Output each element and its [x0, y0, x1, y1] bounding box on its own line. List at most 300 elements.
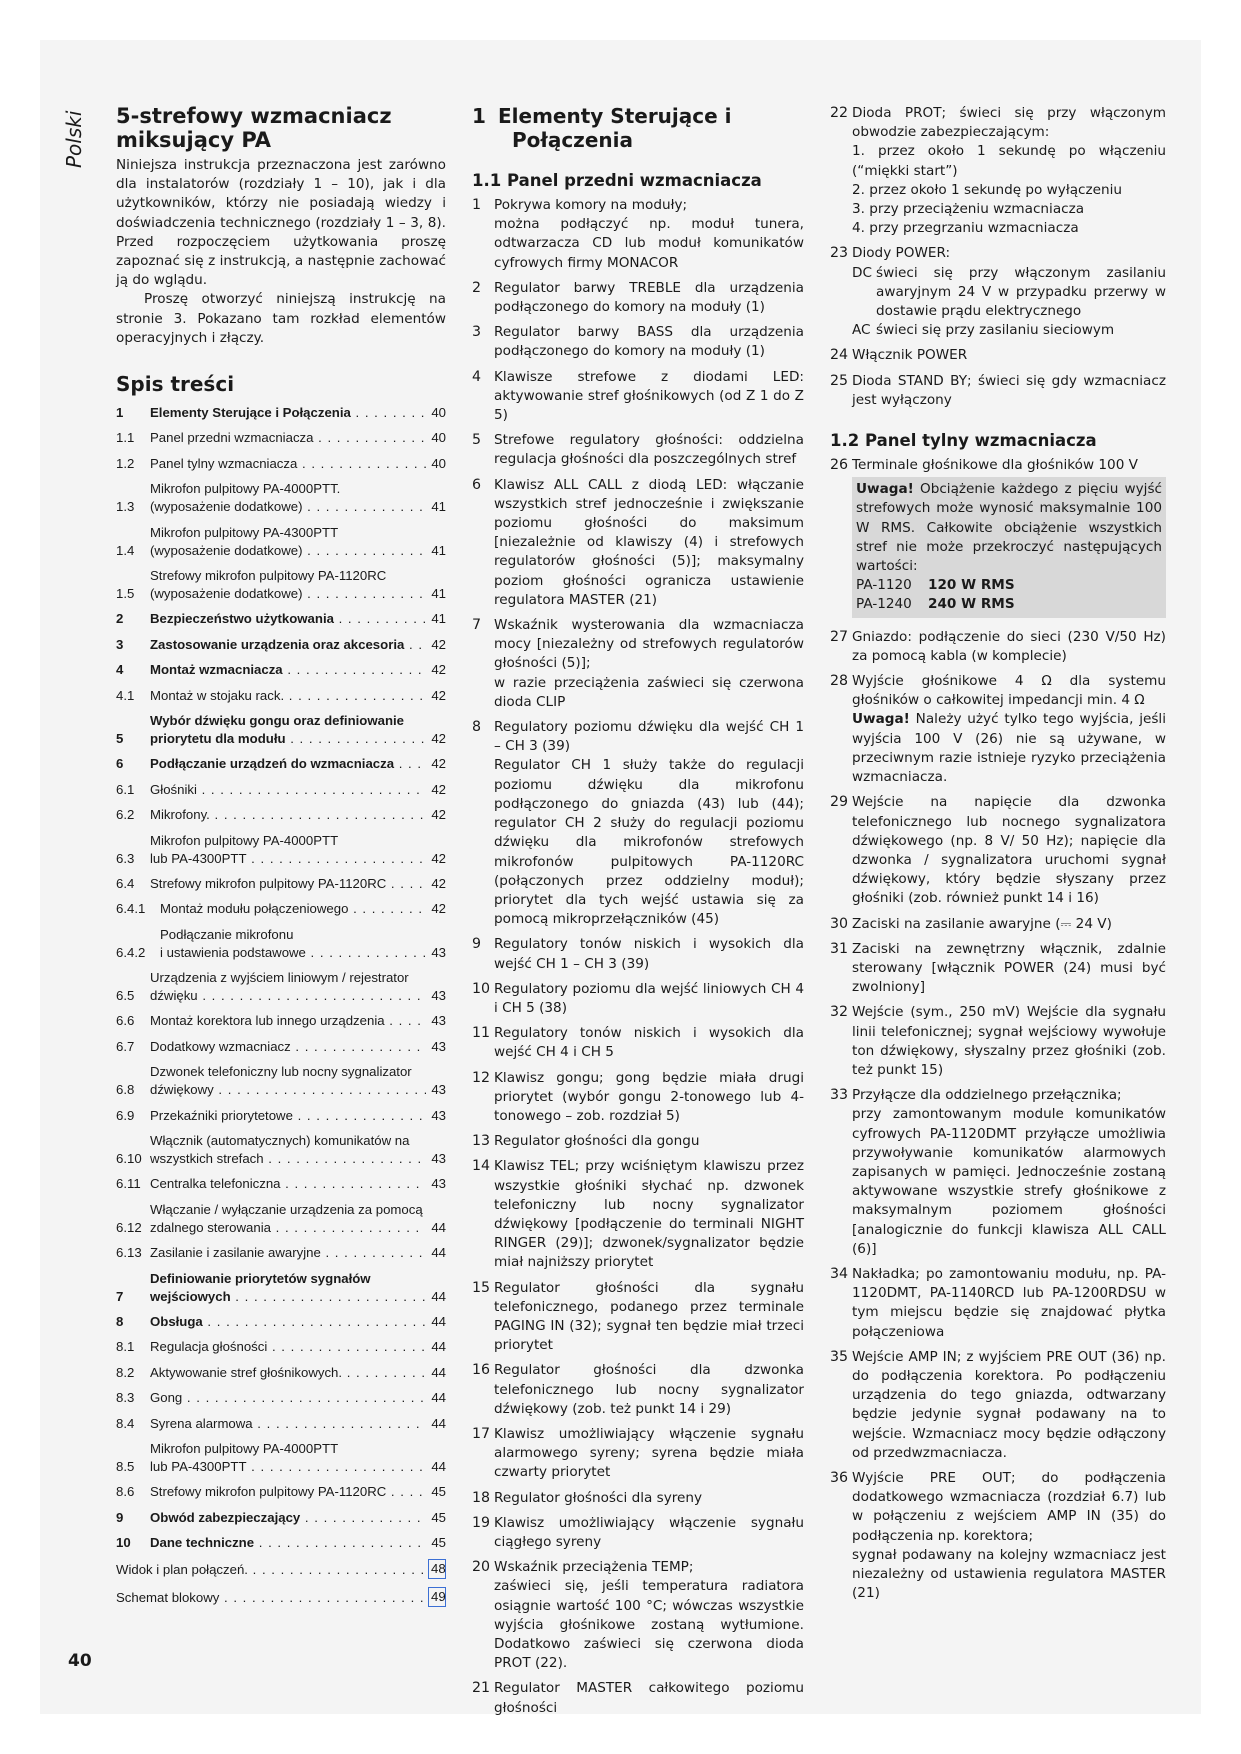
item-text [852, 244, 1166, 340]
toc-entry[interactable] [116, 480, 446, 516]
toc-entry-title [150, 781, 426, 799]
toc-entry-title-line: wszystkich strefach . . . [150, 1150, 426, 1168]
toc-entry-number: 1.4 [116, 542, 135, 558]
toc-entry[interactable] [116, 900, 446, 918]
toc-entry-title-line: Strefowy mikrofon pulpitowy PA-1120RC . . . [150, 1483, 426, 1501]
toc-entry[interactable] [116, 1483, 446, 1501]
list-item [472, 1069, 804, 1127]
toc-entry-title-line: Głośniki . . . [150, 781, 426, 799]
toc-entry-title-line: Przekaźniki priorytetowe . . . [150, 1107, 426, 1125]
model-power: 120 W RMS [928, 577, 1015, 594]
toc-entry[interactable] [116, 1338, 446, 1356]
item-number: 7 [472, 617, 482, 634]
toc-entry[interactable] [116, 875, 446, 893]
toc-entry-page: 44 [431, 1313, 446, 1329]
list-item [472, 1514, 804, 1552]
toc-entry[interactable] [116, 1175, 446, 1193]
list-item [472, 980, 804, 1018]
item-text: Regulator barwy BASS dla urządzenia podłączonego do komory na moduły (1) [494, 324, 804, 360]
toc-entry-page: 42 [431, 636, 446, 652]
list-item [830, 456, 1166, 475]
toc-entry[interactable] [116, 687, 446, 705]
table-of-contents [116, 404, 446, 1607]
toc-entry-page: 43 [431, 1151, 446, 1167]
item-text: Regulator głośności dla gongu [494, 1133, 700, 1150]
item-text: Terminale głośnikowe dla głośników 100 V [852, 457, 1138, 474]
item-text: Regulatory poziomu dźwięku dla wejść CH 1 – CH 3 (39) Regulator CH 1 służy także do regulacji poziomu dźwięku dla mikrofonu podłączonego do gniazda (43) lub (44); regulator CH 2 służy do regulacji poziomu dźwięku dla mikrofonów strefowych mikrofonów pulpitowych PA-1120RC (połączonych przez oddzielny moduł); priorytet dla tych wejść ustawia się za pomocą mikroprzełączników (45) [494, 719, 804, 928]
toc-entry[interactable] [116, 1107, 446, 1125]
toc-entry-title-line: i ustawienia podstawowe . . . [160, 944, 426, 962]
toc-entry-number: 2 [116, 611, 124, 627]
item-number: 11 [472, 1025, 491, 1042]
toc-entry-title-line: Mikrofon pulpitowy PA-4000PTT [150, 1440, 339, 1456]
toc-entry-number: 8.6 [116, 1484, 135, 1500]
toc-entry-page: 44 [431, 1219, 446, 1235]
toc-entry-title [150, 1132, 426, 1168]
list-item [830, 940, 1166, 998]
toc-entry-title-line: Włącznik (automatycznych) komunikatów na [150, 1133, 410, 1149]
warning-text: Należy użyć tylko tego wyjścia, jeśli wyjścia 100 V (26) nie są używane, w przeciwnym razie istnieje ryzyko przeciążenia wzmacniacza. [852, 711, 1166, 786]
toc-entry-number: 1 [116, 405, 124, 421]
toc-entry-title-line: lub PA-4300PTT . . . [150, 1458, 426, 1476]
toc-entry-title-line: Definiowanie priorytetów sygnałów [150, 1270, 371, 1286]
toc-entry-title-line: Montaż modułu połączeniowego . . . [160, 900, 426, 918]
item-text: Regulatory tonów niskich i wysokich dla wejść CH 4 i CH 5 [494, 1025, 804, 1061]
item-number: 36 [830, 1470, 849, 1486]
toc-entry-title-line: Zasilanie i zasilanie awaryjne . . . [150, 1244, 426, 1262]
item-text: Strefowe regulatory głośności: oddzielna regulacja głośności dla poszczególnych stref [494, 432, 804, 468]
toc-entry[interactable] [116, 806, 446, 824]
toc-entry[interactable] [116, 1038, 446, 1056]
toc-entry-title-line: Podłączanie urządzeń do wzmacniacza . . . [150, 755, 426, 773]
item-text [852, 793, 1166, 908]
toc-entry-number: 8.3 [116, 1390, 135, 1406]
toc-entry-number: 6.5 [116, 988, 135, 1004]
section-number: 1 [472, 104, 486, 128]
item-text [852, 1265, 1166, 1342]
toc-entry-title [150, 480, 426, 516]
toc-entry[interactable] [116, 832, 446, 868]
item-text: Regulator głośności dla dzwonka telefonicznego lub nocny sygnalizator dźwiękowy (zob. też punkt 14 i 29) [494, 1362, 804, 1417]
toc-entry-number: 6.4 [116, 875, 135, 891]
list-item [472, 718, 804, 929]
toc-entry-title-line: Mikrofon pulpitowy PA-4000PTT. [150, 481, 341, 497]
toc-entry[interactable] [116, 1534, 446, 1552]
title-line-2: miksujący PA [116, 128, 272, 152]
toc-entry-number: 8.2 [116, 1364, 135, 1380]
item-text [852, 915, 1166, 934]
toc-entry-title-line: Dane techniczne . . . [150, 1534, 426, 1552]
item-number: 21 [472, 1680, 491, 1697]
warning-text: Obciążenie każdego z pięciu wyjść strefowych może wynosić maksymalnie 100 W RMS. Całkowite obciążenie wszystkich stref nie może przekroczyć następujących wartości: [856, 481, 1162, 575]
list-item [472, 196, 804, 273]
dc-label: DC [852, 264, 872, 281]
section-title-line-1: Elementy Sterujące i [498, 104, 732, 128]
sublist-item: 2. przez około 1 sekundę po wyłączeniu [852, 181, 1123, 198]
toc-entry-title [150, 1175, 426, 1193]
item-text-main: Nakładka; po zamontowaniu modułu, np. PA-1120DMT, PA-1140RCD lub PA-1200RDSU w tym miejscu będzie się znajdować płytka połączeniowa [852, 1265, 1166, 1340]
toc-entry-page: 40 [431, 405, 446, 421]
toc-entry-page[interactable]: 48 [428, 1559, 446, 1579]
toc-entry[interactable] [116, 969, 446, 1005]
section-title [498, 104, 804, 152]
item-number: 8 [472, 719, 482, 736]
toc-entry[interactable] [116, 712, 446, 748]
list-item [472, 1157, 804, 1272]
toc-entry[interactable] [116, 1509, 446, 1527]
toc-entry-page: 41 [431, 585, 446, 601]
item-number: 28 [830, 673, 849, 690]
item-number: 29 [830, 794, 849, 811]
toc-entry-number: 8.1 [116, 1339, 135, 1355]
toc-entry[interactable] [116, 1063, 446, 1099]
toc-entry-page: 42 [431, 875, 446, 891]
toc-entry-title [150, 1270, 426, 1306]
item-number: 4 [472, 368, 482, 385]
list-item [830, 793, 1166, 908]
toc-entry-title-line: Gong . . . [150, 1389, 426, 1407]
list-item [472, 935, 804, 973]
toc-entry-title-line: Bezpieczeństwo użytkowania . . . [150, 610, 426, 628]
item-number: 31 [830, 940, 849, 957]
toc-entry-page: 41 [431, 542, 446, 558]
toc-entry-number: 1.1 [116, 430, 135, 446]
sublist-item: 3. przy przeciążeniu wzmacniacza [852, 201, 1085, 218]
toc-entry-title [150, 969, 426, 1005]
list-item [472, 323, 804, 361]
power-spec-row [856, 595, 1162, 614]
item-text: Regulatory poziomu dla wejść liniowych CH 4 i CH 5 (38) [494, 980, 804, 1016]
toc-entry-page: 44 [431, 1415, 446, 1431]
toc-entry[interactable] [116, 429, 446, 447]
list-item [830, 1469, 1166, 1603]
toc-entry-number: 6.1 [116, 781, 135, 797]
toc-entry-number: 6.9 [116, 1107, 135, 1123]
toc-entry-number: 6.4.1 [116, 901, 146, 917]
item-text: Regulator głośności dla syreny [494, 1489, 703, 1506]
item-text-main: Wejście na napięcie dla dzwonka telefonicznego lub nocnego sygnalizatora dźwiękowego (np. 8 V/ 50 Hz); napięcie dla dzwonka / sygnalizatora uruchomi sygnał dźwiękowy, który będzie słyszany przez głośniki (zob. również punkt 14 i 16) [852, 794, 1166, 907]
item-text-main: Wyjście PRE OUT; do podłączenia dodatkowego wzmacniacza (rozdział 6.7) lub w połączeniu z wejściem AMP IN (35) do podłączenia np. korektora; sygnał podawany na kolejny wzmacniacz jest niezależny od ustawienia regulatora MASTER (21) [852, 1470, 1166, 1602]
language-tab [62, 104, 102, 184]
toc-entry-title-line: Urządzenia z wyjściem liniowym / rejestrator [150, 970, 409, 986]
toc-entry-title [150, 875, 426, 893]
toc-entry-number: 4.1 [116, 687, 135, 703]
column-intro-toc [116, 104, 446, 1614]
toc-entry-title [160, 900, 426, 918]
item-text: Regulator MASTER całkowitego poziomu głośności [494, 1680, 804, 1716]
toc-entry[interactable] [116, 1389, 446, 1407]
toc-entry-title-line: Mikrofony. . . . [150, 806, 426, 824]
toc-entry-number: 1.5 [116, 585, 135, 601]
intro-paragraph: Proszę otworzyć niniejszą instrukcję na stronie 3. Pokazano tam rozkład elementów operacyjnych i złączy. [116, 291, 446, 346]
item-number: 10 [472, 980, 491, 997]
item-text [852, 672, 1166, 787]
toc-entry[interactable] [116, 1364, 446, 1382]
toc-entry[interactable] [116, 567, 446, 603]
toc-entry-title [150, 1415, 426, 1433]
toc-heading: Spis treści [116, 372, 235, 397]
item-number: 5 [472, 432, 482, 449]
intro-text [116, 156, 446, 348]
dc-text: świeci się przy włączonym zasilaniu awaryjnym 24 V w przypadku przerwy w dostawie prądu elektrycznego [876, 264, 1166, 320]
toc-entry-title-line: Dodatkowy wzmacniacz . . . [150, 1038, 426, 1056]
toc-entry-title-line: Mikrofon pulpitowy PA-4300PTT [150, 524, 339, 540]
list-item [472, 368, 804, 426]
toc-entry-title [150, 1338, 426, 1356]
item-number: 9 [472, 936, 482, 953]
item-text: Włącznik POWER [852, 347, 968, 364]
model-power: 240 W RMS [928, 596, 1015, 613]
list-item [472, 1024, 804, 1062]
toc-entry-number: 5 [116, 730, 124, 746]
warning-label: Uwaga! [856, 481, 914, 498]
item-text: Wskaźnik przeciążenia TEMP; zaświeci się, jeśli temperatura radiatora osiągnie wartość 100 °C; wówczas wszystkie wyjścia głośnikowe zostaną wytłumione. Dodatkowo zaświeci się czerwona dioda PROT (22). [494, 1559, 804, 1672]
ac-text: świeci się przy zasilaniu sieciowym [876, 322, 1115, 339]
toc-entry-title-line: Syrena alarmowa . . . [150, 1415, 426, 1433]
list-item [472, 616, 804, 712]
toc-entry[interactable] [116, 661, 446, 679]
toc-entry-page: 44 [431, 1390, 446, 1406]
item-text: Dioda STAND BY; świeci się gdy wzmacniacz jest wyłączony [852, 372, 1166, 408]
toc-entry-number: 6.10 [116, 1151, 142, 1167]
item-text: Klawisz gongu; gong będzie miała drugi priorytet (wybór gongu 2-tonowego lub 4-tonowego – zob. rozdział 5) [494, 1069, 804, 1124]
toc-entry-title-line: Aktywowanie stref głośnikowych. . . . [150, 1364, 426, 1382]
toc-entry-number: 1.3 [116, 499, 135, 515]
item-text-main: Zaciski na zewnętrzny włącznik, zdalnie sterowany [włącznik POWER (24) musi być zwolniony] [852, 940, 1166, 996]
toc-entry-page: 42 [431, 901, 446, 917]
toc-entry-title-line: Regulacja głośności . . . [150, 1338, 426, 1356]
toc-entry[interactable] [116, 524, 446, 560]
item-number: 12 [472, 1069, 491, 1086]
toc-entry-title-line: Podłączanie mikrofonu [160, 926, 294, 942]
toc-entry-page: 43 [431, 1176, 446, 1192]
toc-entry-page: 42 [431, 730, 446, 746]
toc-entry[interactable] [116, 610, 446, 628]
toc-entry[interactable] [116, 1244, 446, 1262]
toc-entry-title [150, 1509, 426, 1527]
item-text [852, 1003, 1166, 1080]
item-22-head: Dioda PROT; świeci się przy włączonym obwodzie zabezpieczającym: [852, 105, 1166, 141]
toc-entry-title-line: lub PA-4300PTT . . . [150, 850, 426, 868]
power-spec-row [856, 576, 1162, 595]
toc-entry-number: 6.11 [116, 1176, 141, 1192]
toc-entry-title-line: Strefowy mikrofon pulpitowy PA-1120RC [150, 567, 387, 583]
ac-label: AC [852, 322, 871, 339]
toc-entry-title-line: Schemat blokowy . . . [116, 1589, 428, 1607]
toc-entry-number: 6.3 [116, 850, 135, 866]
item-text: Regulator głośności dla sygnału telefonicznego, podanego przez terminale PAGING IN (32); sygnał ten będzie miał trzeci priorytet [494, 1279, 804, 1354]
toc-entry-title [150, 1364, 426, 1382]
toc-entry-title [116, 1589, 428, 1607]
toc-entry-title [150, 1201, 426, 1237]
list-item [472, 431, 804, 469]
toc-entry[interactable] [116, 1313, 446, 1331]
item-22-sublist [852, 142, 1166, 238]
item-number: 17 [472, 1425, 491, 1442]
toc-entry-page: 45 [431, 1509, 446, 1525]
toc-entry-page: 44 [431, 1288, 446, 1304]
toc-entry-title [150, 404, 426, 422]
toc-entry-number: 6.8 [116, 1082, 135, 1098]
list-item [472, 476, 804, 610]
toc-entry-title [150, 636, 426, 654]
toc-entry-title-line: (wyposażenie dodatkowe) . . . [150, 542, 426, 560]
toc-entry-page: 43 [431, 1107, 446, 1123]
toc-entry-title-line: priorytetu dla modułu . . . [150, 730, 426, 748]
subsection-heading: 1.1 Panel przedni wzmacniacza [472, 171, 762, 190]
title-line-1: 5-strefowy wzmacniacz [116, 104, 392, 128]
item-number: 6 [472, 476, 482, 493]
toc-entry-title-line: (wyposażenie dodatkowe) . . . [150, 585, 426, 603]
toc-entry[interactable] [116, 1559, 446, 1579]
toc-entry-page: 42 [431, 662, 446, 678]
item-text: Wskaźnik wysterowania dla wzmacniacza mocy [niezależny od strefowych regulatorów głośności (5)]; w razie przeciążenia zaświeci się czerwona dioda CLIP [494, 617, 804, 710]
item-number: 20 [472, 1559, 491, 1576]
toc-entry-title [150, 1534, 426, 1552]
warning-label: Uwaga! [852, 711, 910, 728]
toc-entry-title-line: Panel tylny wzmacniacza . . . [150, 455, 426, 473]
item-number: 24 [830, 347, 849, 364]
list-item [472, 1425, 804, 1483]
toc-entry-title [150, 687, 426, 705]
toc-entry-number: 6.7 [116, 1038, 135, 1054]
item-text [852, 940, 1166, 998]
toc-entry-title-line: dźwięku . . . [150, 987, 426, 1005]
toc-entry-title-line: Strefowy mikrofon pulpitowy PA-1120RC . . . [150, 875, 426, 893]
item-number: 2 [472, 279, 482, 296]
column-front-panel [472, 104, 804, 1724]
toc-entry-page[interactable]: 49 [428, 1587, 446, 1607]
toc-entry[interactable] [116, 1012, 446, 1030]
toc-entry[interactable] [116, 1587, 446, 1607]
toc-entry[interactable] [116, 755, 446, 773]
model-name: PA-1240 [856, 596, 912, 613]
item-number: 35 [830, 1348, 849, 1365]
toc-entry[interactable] [116, 781, 446, 799]
toc-entry-title-line: Widok i plan połączeń. . . . [116, 1561, 428, 1579]
toc-entry-number: 9 [116, 1509, 124, 1525]
item-number: 23 [830, 245, 849, 262]
toc-entry[interactable] [116, 636, 446, 654]
item-text: Klawisz umożliwiający włączenie sygnału alarmowego syreny; syrena będzie miała czwarty priorytet [494, 1425, 804, 1481]
list-item [830, 1003, 1166, 1080]
toc-entry-page: 42 [431, 850, 446, 866]
toc-entry-page: 41 [431, 499, 446, 515]
toc-entry-title [150, 661, 426, 679]
toc-entry-page: 45 [431, 1484, 446, 1500]
toc-entry-number: 3 [116, 636, 124, 652]
item-number: 19 [472, 1514, 491, 1531]
toc-entry[interactable] [116, 404, 446, 422]
toc-entry[interactable] [116, 1270, 446, 1306]
item-text-main: Wejście AMP IN; z wyjściem PRE OUT (36) np. do podłączenia korektora. Po podłączeniu urządzenia do tego gniazda, odtwarzany będzie jedynie sygnał podawany na to wejście. Wzmacniacz mocy będzie odłączony od przedwzmacniacza. [852, 1348, 1166, 1461]
toc-entry-page: 42 [431, 807, 446, 823]
toc-entry-title [150, 1244, 426, 1262]
toc-entry-number: 6.2 [116, 807, 135, 823]
list-item [830, 244, 1166, 340]
sublist-item: 4. przy przegrzaniu wzmacniacza [852, 220, 1079, 237]
sublist-item: 1. przez około 1 sekundę po włączeniu (“miękki start”) [852, 143, 1166, 179]
toc-entry-title-line: Montaż wzmacniacza . . . [150, 661, 426, 679]
toc-entry[interactable] [116, 455, 446, 473]
toc-entry[interactable] [116, 1201, 446, 1237]
toc-entry-title [150, 455, 426, 473]
toc-entry[interactable] [116, 1132, 446, 1168]
item-text [852, 104, 1166, 238]
list-item [830, 346, 1166, 365]
item-number: 25 [830, 372, 849, 389]
toc-entry-title [150, 832, 426, 868]
toc-entry-title-line: Mikrofon pulpitowy PA-4000PTT [150, 832, 339, 848]
list-item [830, 1348, 1166, 1463]
section-title-line-2: Połączenia [512, 128, 633, 152]
toc-entry-title-line: zdalnego sterowania . . . [150, 1219, 426, 1237]
item-text [852, 628, 1166, 666]
toc-entry-title [150, 1063, 426, 1099]
item-text: Klawisze strefowe z diodami LED: aktywowanie stref głośnikowych (od Z 1 do Z 5) [494, 368, 804, 424]
toc-entry-title [150, 712, 426, 748]
toc-entry[interactable] [116, 1440, 446, 1476]
item-text: Regulatory tonów niskich i wysokich dla wejść CH 1 – CH 3 (39) [494, 936, 804, 972]
item-text: Klawisz ALL CALL z diodą LED: włączanie wszystkich stref jednocześnie i zwiększanie poziomu głośności do maksimum [niezależnie od klawiszy (4) i strefowych regulatorów głośności (5)]; maksymalny poziom głośności ogranicza ustawienie regulatora MASTER (21) [494, 476, 804, 608]
item-number: 14 [472, 1158, 491, 1175]
rear-panel-list [830, 628, 1166, 1604]
toc-entry-page: 41 [431, 611, 446, 627]
toc-entry-title [150, 755, 426, 773]
toc-entry-page: 40 [431, 430, 446, 446]
toc-entry-title [150, 1440, 426, 1476]
toc-entry-title [160, 926, 426, 962]
toc-entry[interactable] [116, 926, 446, 962]
toc-entry-title [150, 1389, 426, 1407]
list-item [472, 1489, 804, 1508]
list-item [472, 1361, 804, 1419]
subsection-heading: 1.2 Panel tylny wzmacniacza [830, 431, 1097, 451]
power-specs [856, 576, 1162, 614]
toc-entry-number: 6.13 [116, 1245, 142, 1261]
toc-entry-title [150, 1483, 426, 1501]
item-number: 30 [830, 915, 849, 932]
page-number: 40 [68, 1651, 92, 1671]
model-name: PA-1120 [856, 577, 912, 594]
toc-entry-page: 44 [431, 1339, 446, 1355]
list-item [830, 628, 1166, 666]
toc-entry[interactable] [116, 1415, 446, 1433]
toc-entry-title [150, 1107, 426, 1125]
toc-entry-title [150, 1038, 426, 1056]
list-item [830, 1086, 1166, 1259]
list-item [472, 279, 804, 317]
item-text [852, 1469, 1166, 1603]
list-item [830, 672, 1166, 787]
item-number: 33 [830, 1087, 849, 1104]
item-23-head: Diody POWER: [852, 245, 951, 262]
column-rear-panel [830, 104, 1166, 1609]
toc-entry-page: 43 [431, 988, 446, 1004]
toc-entry-number: 8 [116, 1313, 124, 1329]
front-panel-list [472, 196, 804, 1718]
item-text: Klawisz umożliwiający włączenie sygnału ciągłego syreny [494, 1514, 804, 1550]
toc-entry-title [150, 806, 426, 824]
item-number: 18 [472, 1489, 491, 1506]
item-text [852, 1348, 1166, 1463]
toc-entry-title-line: Wybór dźwięku gongu oraz definiowanie [150, 712, 404, 728]
item-number: 13 [472, 1133, 491, 1150]
toc-entry-title-line: Obwód zabezpieczający . . . [150, 1509, 426, 1527]
toc-entry-page: 44 [431, 1245, 446, 1261]
item-text-main: Zaciski na zasilanie awaryjne (⎓ 24 V) [852, 915, 1112, 932]
intro-paragraph: Niniejsza instrukcja przeznaczona jest zarówno dla instalatorów (rozdziały 1 – 10), jak i dla użytkowników, którzy nie posiadają wiedzy i doświadczenia technicznego (rozdziały 1 – 3, 8). Przed rozpoczęciem użytkowania proszę zapoznać się z instrukcją, a następnie zachować ją do wglądu. [116, 157, 446, 289]
